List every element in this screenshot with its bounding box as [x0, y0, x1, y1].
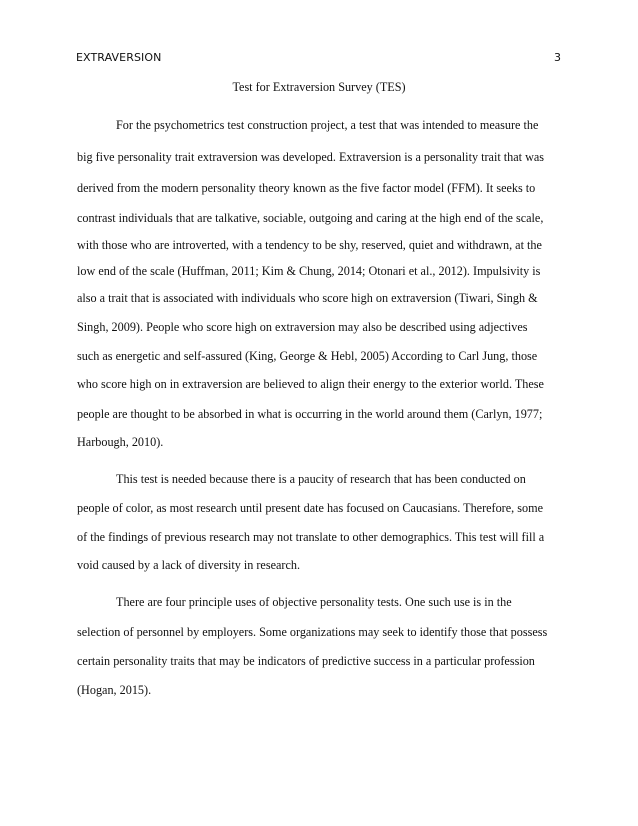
paragraph-line: This test is needed because there is a paucity of research that has been conducted on [116, 472, 526, 486]
paragraph-line: derived from the modern personality theory known as the five factor model (FFM). It seeks to [77, 181, 536, 195]
running-head: EXTRAVERSION [76, 51, 162, 64]
paragraph-line: big five personality trait extraversion was developed. Extraversion is a personality trait that was [77, 150, 545, 164]
paragraph-line: void caused by a lack of diversity in research. [77, 558, 301, 572]
page-number: 3 [554, 51, 561, 64]
document-title: Test for Extraversion Survey (TES) [232, 80, 406, 94]
paragraph-line: For the psychometrics test construction project, a test that was intended to measure the [116, 118, 539, 132]
paragraph-line: Singh, 2009). People who score high on extraversion may also be described using adjectives [77, 320, 528, 334]
paragraph-line: Harbough, 2010). [77, 435, 164, 449]
paragraph-line: low end of the scale (Huffman, 2011; Kim & Chung, 2014; Otonari et al., 2012). Impulsivity is [77, 264, 541, 278]
paragraph-line: selection of personnel by employers. Some organizations may seek to identify those that possess [77, 625, 548, 639]
paragraph-line: certain personality traits that may be indicators of predictive success in a particular profession [77, 654, 535, 668]
paragraph-line: of the findings of previous research may not translate to other demographics. This test will fill a [77, 530, 545, 544]
paragraph-line: with those who are introverted, with a tendency to be shy, reserved, quiet and withdrawn, at the [77, 238, 542, 252]
paragraph-line: There are four principle uses of objective personality tests. One such use is in the [116, 595, 512, 609]
paragraph-line: contrast individuals that are talkative, sociable, outgoing and caring at the high end of the scale, [77, 211, 544, 225]
paragraph-line: who score high on in extraversion are believed to align their energy to the exterior world. These [77, 377, 544, 391]
paragraph-line: people of color, as most research until present date has focused on Caucasians. Therefore, some [77, 501, 543, 515]
paragraph-line: (Hogan, 2015). [77, 683, 152, 697]
paragraph-line: such as energetic and self-assured (King, George & Hebl, 2005) According to Carl Jung, those [77, 349, 538, 363]
paragraph-line: also a trait that is associated with individuals who score high on extraversion (Tiwari, Singh & [77, 291, 538, 305]
paragraph-line: people are thought to be absorbed in what is occurring in the world around them (Carlyn, 1977; [77, 407, 543, 421]
